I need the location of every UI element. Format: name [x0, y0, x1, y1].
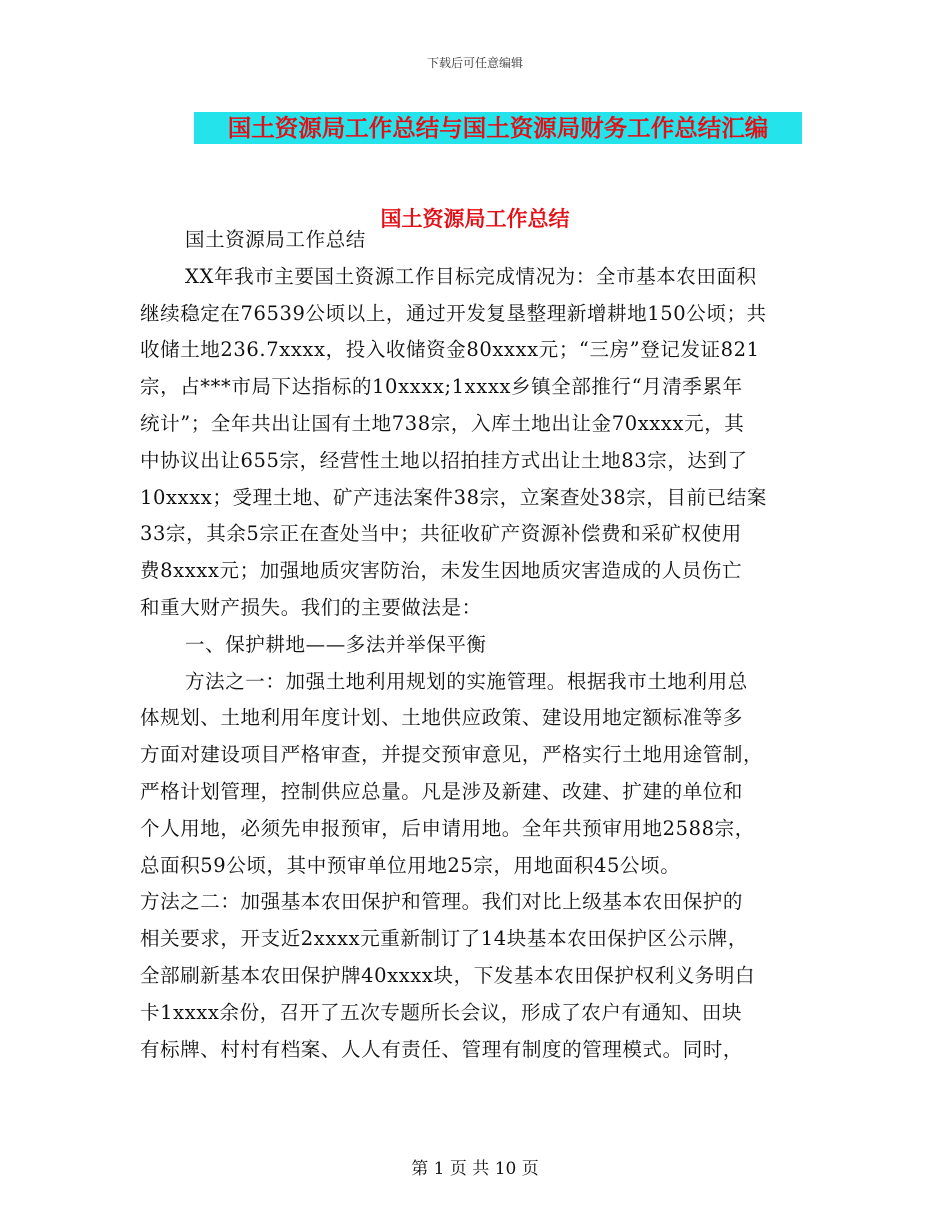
text-line: 方法之二：加强基本农田保护和管理。我们对比上级基本农田保护的	[140, 890, 744, 914]
text-line: 体规划、土地利用年度计划、土地供应政策、建设用地定额标准等多	[140, 706, 744, 730]
text-line: 有标牌、村村有档案、人人有责任、管理有制度的管理模式。同时，	[140, 1037, 744, 1061]
text-line: 个人用地，必须先申报预审，后申请用地。全年共预审用地2588宗，	[140, 816, 755, 840]
page-header-note: 下载后可任意编辑	[426, 56, 523, 70]
text-line: 全部刷新基本农田保护牌40xxxx块，下发基本农田保护权利义务明白	[140, 963, 756, 987]
text-line: 宗，占***市局下达指标的10xxxx;1xxxx乡镇全部推行“月清季累年	[140, 375, 743, 399]
paragraph-heading: 国土资源局工作总结	[185, 228, 366, 251]
text-line: 和重大财产损失。我们的主要做法是：	[140, 595, 482, 619]
text-line: 统计”；全年共出让国有土地738宗，入库土地出让金70xxxx元，其	[140, 411, 745, 435]
body-text	[140, 222, 820, 1068]
text-line: 33宗，其余5宗正在查处当中；共征收矿产资源补偿费和采矿权使用	[140, 522, 742, 546]
page-footer: 第 1 页 共 10 页	[411, 1159, 539, 1179]
text-line: 收储土地236.7xxxx，投入收储资金80xxxx元；“三房”登记发证821	[140, 338, 760, 362]
text-line: 10xxxx；受理土地、矿产违法案件38宗，立案查处38宗，目前已结案	[140, 485, 767, 509]
text-line: 中协议出让655宗，经营性土地以招拍挂方式出让土地83宗，达到了	[140, 448, 748, 472]
text-line: 总面积59公顷，其中预审单位用地25宗，用地面积45公顷。	[140, 853, 681, 877]
text-line: 方法之一：加强土地利用规划的实施管理。根据我市土地利用总	[185, 669, 748, 693]
text-line: 费8xxxx元；加强地质灾害防治，未发生因地质灾害造成的人员伤亡	[140, 559, 743, 583]
text-line: XX年我市主要国土资源工作目标完成情况为：全市基本农田面积	[185, 264, 757, 288]
document-title: 国土资源局工作总结与国土资源局财务工作总结汇编	[227, 114, 769, 142]
text-line: 继续稳定在76539公顷以上，通过开发复垦整理新增耕地150公顷；共	[140, 301, 767, 325]
text-line: 方面对建设项目严格审查，并提交预审意见，严格实行土地用途管制，	[140, 743, 764, 767]
subsection-heading: 一、保护耕地——多法并举保平衡	[185, 632, 487, 656]
document-title-highlight	[194, 112, 802, 144]
text-line: 卡1xxxx余份，召开了五次专题所长会议，形成了农户有通知、田块	[140, 1000, 743, 1024]
section-title: 国土资源局工作总结	[380, 207, 570, 231]
text-line: 严格计划管理，控制供应总量。凡是涉及新建、改建、扩建的单位和	[140, 779, 744, 803]
text-line: 相关要求，开支近2xxxx元重新制订了14块基本农田保护区公示牌，	[140, 927, 749, 951]
